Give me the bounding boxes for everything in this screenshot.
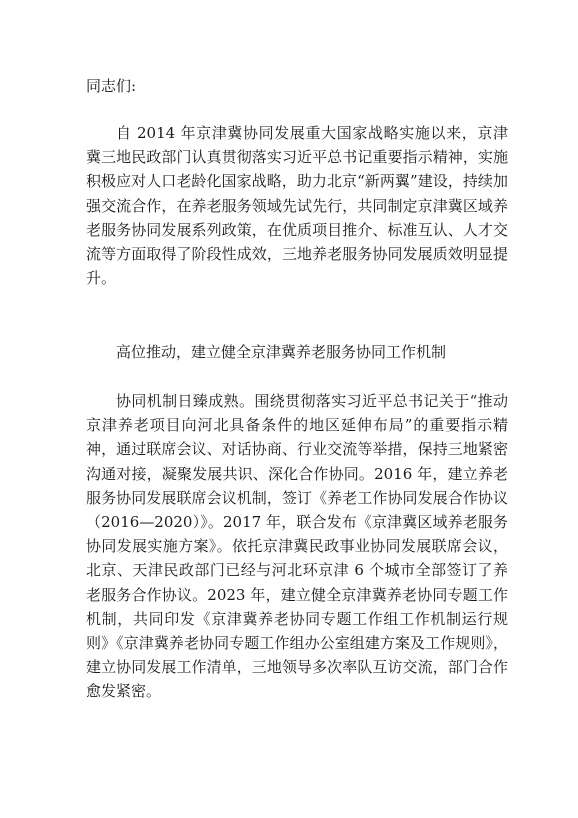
salutation: 同志们: <box>86 77 137 95</box>
section-heading: 高位推动，建立健全京津冀养老服务协同工作机制 <box>116 343 447 361</box>
body-paragraph: 协同机制日臻成熟。围绕贯彻落实习近平总书记关于“推动京津养老项目向河北具备条件的地区延伸布局”的重要指示精神，通过联席会议、对话协商、行业交流等举措，保持三地紧密沟通对接，凝聚发展共识、深化合作协同。2016 年，建立养老服务协同发展联席会议机制，签订《养老工作协同发展合作协议（2016—2020）》。2017 年，联合发布《京津冀区域养老服务协同发展实施方案》。依托京津冀民政事业协同发展联席会议，北京、天津民政部门已经与河北环京津 6 个城市全部签订了养老服务合作协议。2023 年，建立健全京津冀养老协同专题工作机制，共同印发《京津冀养老协同专题工作组工作机制运行规则》《京津冀养老协同专题工作组办公室组建方案及工作规则》，建立协同发展工作清单，三地领导多次率队互访交流，部门合作愈发紧密。 <box>86 392 508 701</box>
intro-paragraph: 自 2014 年京津冀协同发展重大国家战略实施以来，京津冀三地民政部门认真贯彻落实习近平总书记重要指示精神，实施积极应对人口老龄化国家战略，助力北京“新两翼”建设，持续加强交流合作，在养老服务领域先试先行，共同制定京津冀区域养老服务协同发展系列政策，在优质项目推介、标准互认、人才交流等方面取得了阶段性成效，三地养老服务协同发展质效明显提升。 <box>86 124 508 288</box>
